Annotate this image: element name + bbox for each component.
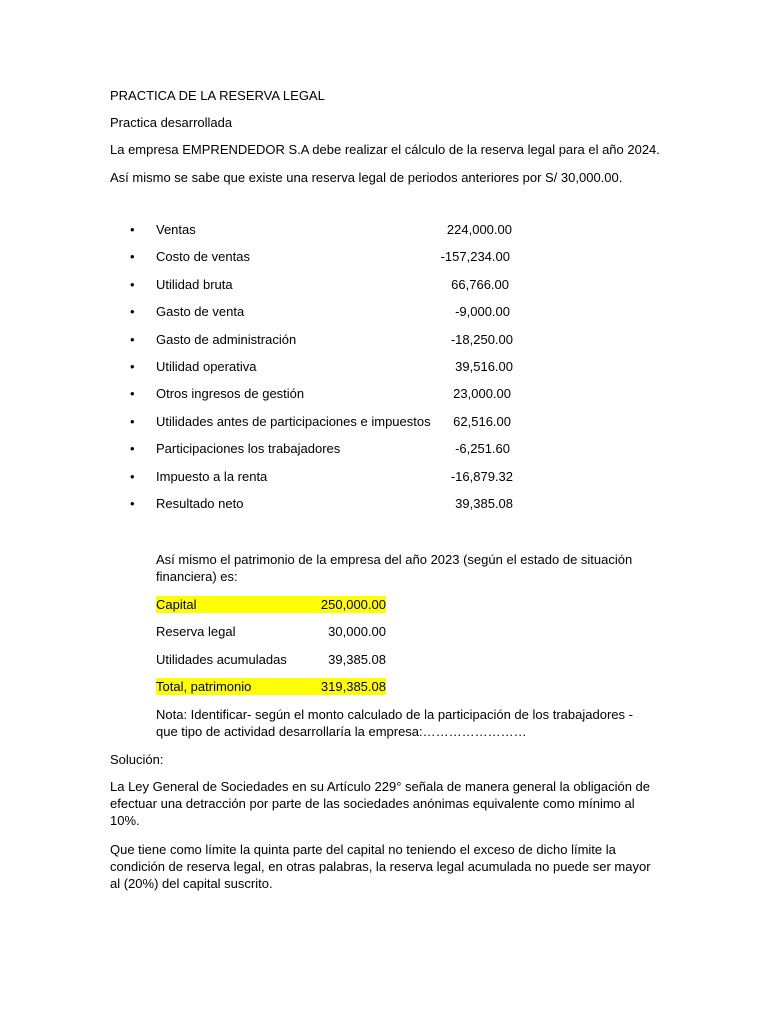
item-label: Utilidades antes de participaciones e impuestos [156, 413, 431, 429]
bullet-icon: • [130, 331, 135, 347]
item-value: 66,766.00 [451, 276, 509, 292]
item-value: -16,879.32 [450, 468, 513, 484]
item-value: 62,516.00 [453, 413, 511, 429]
solution-heading: Solución: [110, 752, 164, 767]
document-subtitle: Practica desarrollada [110, 115, 233, 130]
list-item [130, 302, 550, 329]
bullet-icon: • [130, 441, 135, 457]
row-label: Capital [156, 597, 197, 612]
table-row [156, 651, 388, 678]
row-value: 39,385.08 [328, 651, 386, 667]
item-value: 39,385.08 [455, 495, 513, 511]
list-item [130, 412, 550, 439]
bullet-icon: • [130, 222, 135, 237]
list-item [130, 357, 550, 384]
item-label: Gasto de venta [156, 304, 245, 320]
bullet-icon: • [130, 413, 135, 429]
row-value: 250,000.00 [320, 597, 386, 612]
item-label: Otros ingresos de gestión [156, 386, 305, 402]
item-value: -157,234.00 [440, 249, 510, 265]
item-value: -9,000.00 [455, 304, 510, 320]
bullet-icon: • [130, 468, 135, 484]
table-row [156, 596, 388, 623]
row-label: Total, patrimonio [156, 678, 252, 694]
row-cell [156, 623, 386, 640]
bullet-icon: • [130, 304, 135, 320]
note-paragraph: Nota: Identificar- según el monto calculado de la participación de los trabajadores - que tipo de actividad desarrollaría la empresa:…………………… [156, 707, 633, 739]
bullet-icon: • [130, 276, 135, 292]
bullet-icon: • [130, 249, 135, 265]
table-row [156, 623, 388, 650]
bullet-icon: • [130, 386, 135, 402]
document-title: PRACTICA DE LA RESERVA LEGAL [110, 88, 325, 103]
highlighted-cell [156, 596, 386, 613]
row-label: Reserva legal [156, 624, 236, 640]
list-item [130, 330, 550, 357]
list-item [130, 494, 550, 521]
item-label: Costo de ventas [156, 249, 250, 265]
item-label: Participaciones los trabajadores [156, 441, 341, 457]
highlighted-cell [156, 678, 386, 695]
list-item [130, 439, 550, 466]
list-item [130, 467, 550, 494]
item-label: Ventas [156, 222, 196, 237]
solution-paragraph-1: La Ley General de Sociedades en su Artículo 229° señala de manera general la obligación de efectuar una detracción por parte de las sociedades anónimas equivalente como mínimo al 10%. [110, 779, 651, 828]
bullet-icon: • [130, 495, 135, 511]
row-cell [156, 651, 386, 668]
list-item [130, 220, 550, 247]
intro-paragraph-1: La empresa EMPRENDEDOR S.A debe realizar el cálculo de la reserva legal para el año 2024. [110, 142, 660, 157]
list-item [130, 275, 550, 302]
item-value: 23,000.00 [453, 386, 511, 402]
bullet-icon: • [130, 358, 135, 374]
item-label: Gasto de administración [156, 331, 297, 347]
income-statement-list [130, 220, 550, 521]
item-value: -6,251.60 [455, 441, 510, 457]
row-label: Utilidades acumuladas [156, 651, 287, 667]
row-value: 30,000.00 [328, 624, 386, 640]
list-item [130, 384, 550, 411]
item-value: 224,000.00 [446, 222, 512, 237]
item-value: 39,516.00 [455, 358, 513, 374]
equity-intro: Así mismo el patrimonio de la empresa del año 2023 (según el estado de situación financiera) es: [156, 552, 633, 584]
equity-table [156, 596, 388, 705]
item-label: Utilidad bruta [156, 276, 233, 292]
item-label: Impuesto a la renta [156, 468, 268, 484]
solution-paragraph-2: Que tiene como límite la quinta parte del capital no teniendo el exceso de dicho límite la condición de reserva legal, en otras palabras, la reserva legal acumulada no puede ser mayor al (20%) del capital suscrito. [110, 842, 651, 891]
item-value: -18,250.00 [450, 331, 513, 347]
item-label: Resultado neto [156, 495, 244, 511]
intro-paragraph-2: Así mismo se sabe que existe una reserva legal de periodos anteriores por S/ 30,000.00. [110, 170, 623, 185]
table-row [156, 678, 388, 705]
row-value: 319,385.08 [320, 678, 386, 694]
item-label: Utilidad operativa [156, 358, 257, 374]
list-item [130, 247, 550, 274]
